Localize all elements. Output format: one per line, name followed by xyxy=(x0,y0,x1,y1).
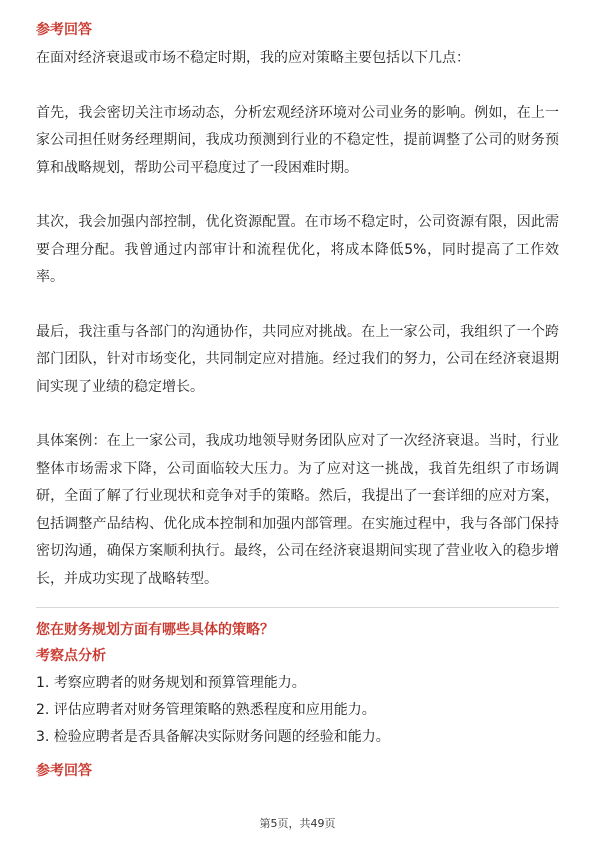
list-item: 2. 评估应聘者对财务管理策略的熟悉程度和应用能力。 xyxy=(36,702,376,718)
paragraph-last: 最后，我注重与各部门的沟通协作，共同应对挑战。在上一家公司，我组织了一个跨部门团队，针对市场变化，共同制定应对措施。经过我们的努力，公司在经济衰退期间实现了业绩的稳定增长。 xyxy=(36,323,559,395)
section-divider xyxy=(36,607,559,608)
question-heading: 您在财务规划方面有哪些具体的策略？ xyxy=(36,622,274,638)
reference-answer-heading: 参考回答 xyxy=(36,22,92,38)
page-content xyxy=(36,20,559,781)
paragraph-first: 首先，我会密切关注市场动态，分析宏观经济环境对公司业务的影响。例如，在上一家公司担任财务经理期间，我成功预测到行业的不稳定性，提前调整了公司的财务预算和战略规划，帮助公司平稳度过了一段困难时期。 xyxy=(36,104,559,176)
analysis-list xyxy=(36,670,559,751)
reference-answer-heading-2: 参考回答 xyxy=(36,763,92,779)
intro-paragraph: 在面对经济衰退或市场不稳定时期，我的应对策略主要包括以下几点： xyxy=(36,50,470,66)
list-item: 3. 检验应聘者是否具备解决实际财务问题的经验和能力。 xyxy=(36,729,390,745)
list-item: 1. 考察应聘者的财务规划和预算管理能力。 xyxy=(36,675,306,691)
paragraph-second: 其次，我会加强内部控制，优化资源配置。在市场不稳定时，公司资源有限，因此需要合理分配。我曾通过内部审计和流程优化，将成本降低5%，同时提高了工作效率。 xyxy=(36,214,559,285)
case-paragraph: 具体案例：在上一家公司，我成功地领导财务团队应对了一次经济衰退。当时，行业整体市场需求下降，公司面临较大压力。为了应对这一挑战，我首先组织了市场调研，全面了解了行业现状和竞争对手的策略。然后，我提出了一套详细的应对方案，包括调整产品结构、优化成本控制和加强内部管理。在实施过程中，我与各部门保持密切沟通，确保方案顺利执行。最终，公司在经济衰退期间实现了营业收入的稳步增长，并成功实现了战略转型。 xyxy=(36,433,559,587)
page-number: 第5页，共49页 xyxy=(259,817,336,830)
analysis-heading: 考察点分析 xyxy=(36,648,106,664)
